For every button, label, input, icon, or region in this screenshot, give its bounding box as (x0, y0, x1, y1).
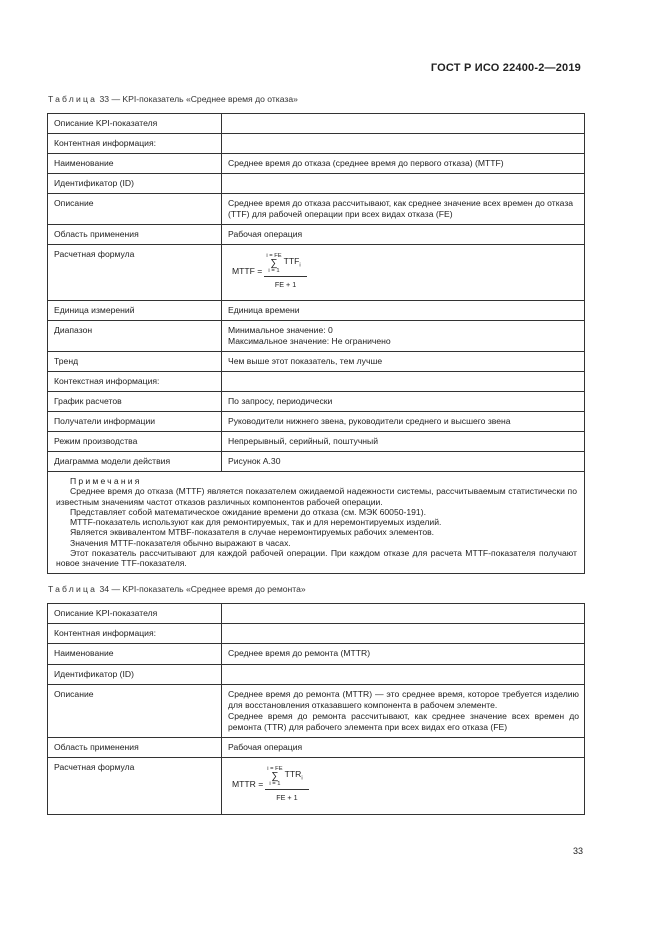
table-row (48, 134, 585, 154)
row-label: Получатели информации (48, 412, 222, 432)
variable-subscript: i (299, 262, 301, 269)
range-max: Максимальное значение: Не ограничено (228, 336, 391, 346)
sum-lower-limit: i = 1 (268, 268, 280, 274)
note-paragraph: Этот показатель рассчитывают для каждой рабочей операции. При каждом отказе для расчета MTTF-показателя получают новое значение TTF-показателя. (56, 548, 577, 569)
sum-upper-limit: i = FE (266, 253, 282, 259)
table-row (48, 624, 585, 644)
formula-denominator: FE + 1 (274, 280, 297, 289)
row-label: Единица измерений (48, 301, 222, 321)
row-value (222, 665, 585, 685)
notes-title: Примечания (70, 476, 142, 486)
row-label: Расчетная формула (48, 758, 222, 815)
row-value (222, 134, 585, 154)
notes-row (48, 472, 585, 574)
formula-variable (285, 769, 303, 785)
row-label: Контекстная информация: (48, 372, 222, 392)
table-row (48, 432, 585, 452)
caption-text: 33 — KPI-показатель «Среднее время до отказа» (97, 94, 298, 104)
sigma-symbol: ∑ (270, 258, 278, 269)
formula-fraction (264, 253, 306, 290)
table-row (48, 685, 585, 738)
notes-cell (48, 472, 585, 574)
summation (266, 253, 281, 274)
description-paragraph: Среднее время до ремонта рассчитывают, как среднее значение всех времен до ремонта (TTR) для рабочего элемента при всех видах его отказа (FE) (228, 711, 579, 732)
row-value: Единица времени (222, 301, 585, 321)
row-value: Непрерывный, серийный, поштучный (222, 432, 585, 452)
row-label: Тренд (48, 352, 222, 372)
caption-text: 34 — KPI-показатель «Среднее время до ремонта» (97, 584, 306, 594)
row-value: Рабочая операция (222, 225, 585, 245)
table-row (48, 194, 585, 225)
row-value (222, 624, 585, 644)
table-row (48, 245, 585, 301)
sum-upper-limit: i = FE (267, 766, 283, 772)
note-paragraph: Является эквивалентом MTBF-показателя в случае неремонтируемых рабочих элементов. (70, 527, 435, 538)
table-row (48, 372, 585, 392)
range-cell (222, 321, 585, 352)
table-row (48, 738, 585, 758)
sigma-symbol: ∑ (271, 771, 279, 782)
row-value: Среднее время до отказа (среднее время до первого отказа) (MTTF) (222, 154, 585, 174)
row-value (222, 114, 585, 134)
description-cell (222, 685, 585, 738)
row-value: Среднее время до ремонта (MTTR) (222, 644, 585, 665)
row-label: Описание (48, 194, 222, 225)
note-paragraph: Представляет собой математическое ожидание времени до отказа (см. МЭК 60050-191). (70, 506, 426, 517)
table-row (48, 154, 585, 174)
document-code: ГОСТ Р ИСО 22400-2—2019 (430, 62, 581, 74)
variable-name: TTF (283, 255, 300, 266)
description-paragraph: Среднее время до ремонта (MTTR) — это среднее время, которое требуется изделию для восстановления отказавшего компонента в рабочем элементе. (228, 689, 579, 710)
table-row (48, 352, 585, 372)
row-label: Описание (48, 685, 222, 738)
row-label: Контентная информация: (48, 624, 222, 644)
table-33 (47, 113, 585, 574)
table-row (48, 758, 585, 815)
row-label: Область применения (48, 225, 222, 245)
row-label: Идентификатор (ID) (48, 174, 222, 194)
table-row (48, 301, 585, 321)
row-label: График расчетов (48, 392, 222, 412)
table-34 (47, 603, 585, 815)
table-row (48, 225, 585, 245)
table-row (48, 321, 585, 352)
formula-fraction (265, 766, 308, 803)
caption-word: Таблица (48, 584, 98, 594)
row-label: Диапазон (48, 321, 222, 352)
table-row (48, 665, 585, 685)
table-row (48, 452, 585, 472)
table-row (48, 604, 585, 624)
row-label: Идентификатор (ID) (48, 665, 222, 685)
caption-word: Таблица (48, 94, 98, 104)
mttr-formula (232, 766, 309, 803)
row-label: Расчетная формула (48, 245, 222, 301)
formula-cell (222, 758, 585, 815)
row-label: Наименование (48, 644, 222, 665)
variable-subscript: i (301, 775, 303, 782)
row-label: Описание KPI-показателя (48, 114, 222, 134)
row-value: Рабочая операция (222, 738, 585, 758)
formula-cell (222, 245, 585, 301)
row-label: Наименование (48, 154, 222, 174)
sum-lower-limit: i = 1 (269, 781, 281, 787)
summation (267, 766, 282, 787)
row-value (222, 372, 585, 392)
page-number: 33 (572, 846, 583, 856)
row-label: Описание KPI-показателя (48, 604, 222, 624)
row-value: Среднее время до отказа рассчитывают, как среднее значение всех времен до отказа (TTF) для рабочей операции при всех видах отказа (FE) (222, 194, 585, 225)
note-paragraph: Среднее время до отказа (MTTF) является показателем ожидаемой надежности системы, рассчитываемым статистически по известным значениям частот отказов различных компонентов рабочей операции. (56, 486, 577, 507)
row-label: Диаграмма модели действия (48, 452, 222, 472)
table-row (48, 412, 585, 432)
row-value: Чем выше этот показатель, тем лучше (222, 352, 585, 372)
range-min: Минимальное значение: 0 (228, 325, 333, 335)
formula-denominator: FE + 1 (276, 793, 298, 802)
table-33-caption (48, 94, 298, 104)
table-row (48, 114, 585, 134)
row-value: По запросу, периодически (222, 392, 585, 412)
table-row (48, 174, 585, 194)
table-row (48, 644, 585, 665)
table-34-caption (48, 584, 306, 594)
row-value (222, 174, 585, 194)
row-value: Рисунок А.30 (222, 452, 585, 472)
row-value (222, 604, 585, 624)
row-label: Контентная информация: (48, 134, 222, 154)
row-label: Режим производства (48, 432, 222, 452)
table-row (48, 392, 585, 412)
formula-variable (284, 256, 301, 272)
formula-numerator (265, 766, 308, 790)
formula-lhs: MTTF = (232, 266, 263, 276)
formula-lhs: MTTR = (232, 779, 264, 789)
variable-name: TTR (284, 768, 302, 779)
row-label: Область применения (48, 738, 222, 758)
row-value: Руководители нижнего звена, руководители среднего и высшего звена (222, 412, 585, 432)
note-paragraph: MTTF-показатель используют как для ремонтируемых, так и для неремонтируемых изделий. (70, 517, 442, 528)
note-paragraph: Значения MTTF-показателя обычно выражают в часах. (70, 537, 291, 548)
mttf-formula (232, 253, 307, 290)
formula-numerator (264, 253, 306, 277)
